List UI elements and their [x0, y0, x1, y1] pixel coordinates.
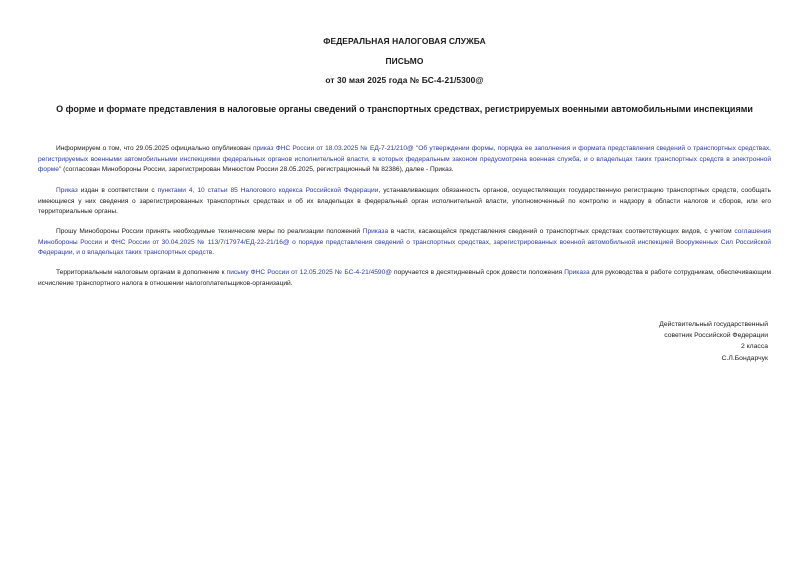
link-agreement[interactable]: соглашения Минобороны России и ФНС России от 30.04.2025 № 113/7/17974/ЕД-22-21/16@ о порядке представления сведений о транспортных средствах, зарегистрированных военной автомобильной инспекцией Вооруженных Сил Российской Федерации, и о владельцах таких транспортных средств: [38, 228, 771, 257]
document-page: [38, 0, 771, 571]
paragraph-1: [38, 144, 771, 176]
paragraph-3: [38, 227, 771, 259]
document-reference: от 30 мая 2025 года № БС-4-21/5300@: [325, 75, 484, 85]
paragraph-text: Территориальным налоговым органам в дополнение к: [56, 269, 227, 276]
paragraph-text: (согласован Минобороны России, зарегистрирован Минюстом России 28.05.2025, регистрационный № 82386), далее - Приказ.: [61, 166, 454, 174]
document-type: ПИСЬМО: [385, 56, 424, 66]
paragraph-text: для руководства в работе сотрудникам, обеспечивающим исчисление транспортного налога в отношении налогоплательщиков-организаций.: [38, 269, 771, 287]
agency-title: ФЕДЕРАЛЬНАЯ НАЛОГОВАЯ СЛУЖБА: [323, 36, 486, 46]
document-subject: О форме и формате представления в налоговые органы сведений о транспортных средствах, регистрируемых военными автомобильными инспекциями: [56, 104, 753, 114]
paragraph-text: в части, касающейся представления сведений о транспортных средствах соответствующих видов, с учетом: [388, 228, 735, 235]
link-order[interactable]: Приказ: [56, 187, 78, 194]
paragraph-text: поручается в десятидневный срок довести положения: [391, 269, 565, 276]
signature-title-line-3: 2 класса: [740, 343, 768, 351]
paragraph-text: издан в соответствии с: [77, 187, 158, 194]
link-order-ed-7-21-210[interactable]: приказ ФНС России от 18.03.2025 № ЕД-7-21/210@ "Об утверждении формы, порядка ее заполнения и формата представления сведений о транспортных средствах, регистрируемых военными автомобильными инспекциями федеральных органов исполнительной власти, в которых федеральным законом предусмотрена военная служба, и о владельцах таких транспортных средств в электронной форме": [38, 145, 771, 174]
paragraph-text: Информируем о том, что 29.05.2025 официально опубликован: [56, 145, 253, 152]
paragraph-text: , устанавливающих обязанность органов, осуществляющих государственную регистрацию транспортных средств, сообщать имеющиеся у них сведения о зарегистрированных транспортных средствах и об их владельцах в федеральный орган исполнительной власти, уполномоченный по контролю и надзору в области налогов и сборов, или его территориальные органы.: [38, 187, 771, 216]
paragraph-text: Прошу Минобороны России принять необходимые технические меры по реализации положений: [56, 228, 363, 235]
link-order[interactable]: Приказа: [362, 228, 389, 235]
signature-title-line-1: Действительный государственный: [659, 321, 768, 328]
signature-title-line-2: советник Российской Федерации: [664, 332, 768, 340]
link-tax-code-article-85[interactable]: пунктами 4, 10 статьи 85 Налогового кодекса Российской Федерации: [157, 187, 379, 194]
signatory-name: С.Л.Бондарчук: [721, 354, 768, 362]
link-order[interactable]: Приказа: [564, 269, 590, 276]
paragraph-4: [38, 268, 771, 289]
paragraph-2: [38, 186, 771, 218]
signature-block: [568, 319, 768, 364]
paragraph-text: .: [212, 249, 215, 257]
link-letter-bs-4-21-4590[interactable]: письму ФНС России от 12.05.2025 № БС-4-21/4590@: [226, 269, 392, 276]
